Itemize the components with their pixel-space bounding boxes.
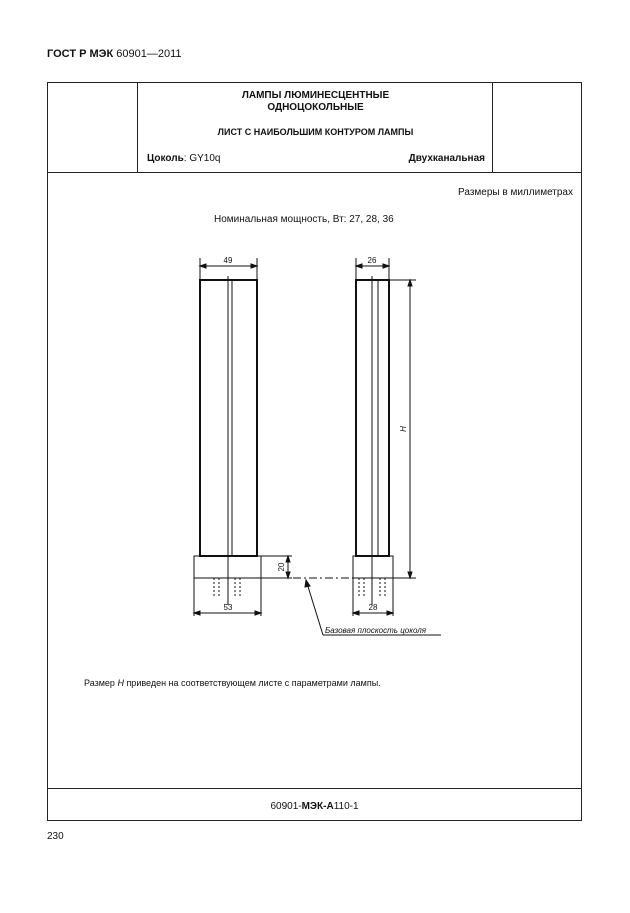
lamp-outline-drawing	[48, 83, 581, 820]
dimension-note	[84, 678, 381, 688]
dim-width-side: 26	[367, 256, 377, 265]
side-base	[353, 556, 393, 578]
title-line-2: ОДНОЦОКОЛЬНЫЕ	[267, 102, 364, 113]
sheet-code	[48, 801, 581, 812]
base-label: Цоколь	[147, 153, 184, 164]
side-view	[353, 258, 416, 616]
power-note: Номинальная мощность, Вт: 27, 28, 36	[214, 214, 394, 225]
standard-number: 60901—2011	[116, 48, 182, 60]
note-variable: H	[117, 678, 124, 688]
base-plane-leader	[306, 580, 323, 635]
dim-base-height: 20	[277, 562, 286, 572]
title-line-1: ЛАМПЫ ЛЮМИНЕСЦЕНТНЫЕ	[241, 90, 390, 101]
sheet-code-part-c: 110-1	[333, 801, 359, 812]
note-suffix: приведен на соответствующем листе с параметрами лампы.	[123, 678, 381, 688]
lamp-kind: Двухканальная	[408, 153, 485, 164]
standard-prefix: ГОСТ Р МЭК	[47, 48, 114, 60]
base-value: : GY10q	[183, 153, 221, 164]
front-pins	[214, 578, 240, 596]
dim-base-side: 28	[368, 603, 378, 612]
sheet-code-part-b: МЭК-А	[301, 801, 334, 812]
drawing-sheet-frame	[47, 82, 582, 821]
dim-base-front: 53	[223, 603, 233, 612]
dim-height: H	[399, 426, 408, 432]
units-note: Размеры в миллиметрах	[458, 187, 573, 198]
dim-width-front: 49	[223, 256, 233, 265]
page-number: 230	[47, 831, 64, 842]
sheet-footer	[48, 788, 581, 821]
sheet-subtitle: ЛИСТ С НАИБОЛЬШИМ КОНТУРОМ ЛАМПЫ	[217, 127, 414, 137]
sheet-code-part-a: 60901-	[270, 801, 302, 812]
front-view	[194, 258, 292, 616]
note-prefix: Размер	[84, 678, 118, 688]
standard-header	[47, 48, 182, 60]
base-plane-label: Базовая плоскость цоколя	[325, 626, 427, 635]
